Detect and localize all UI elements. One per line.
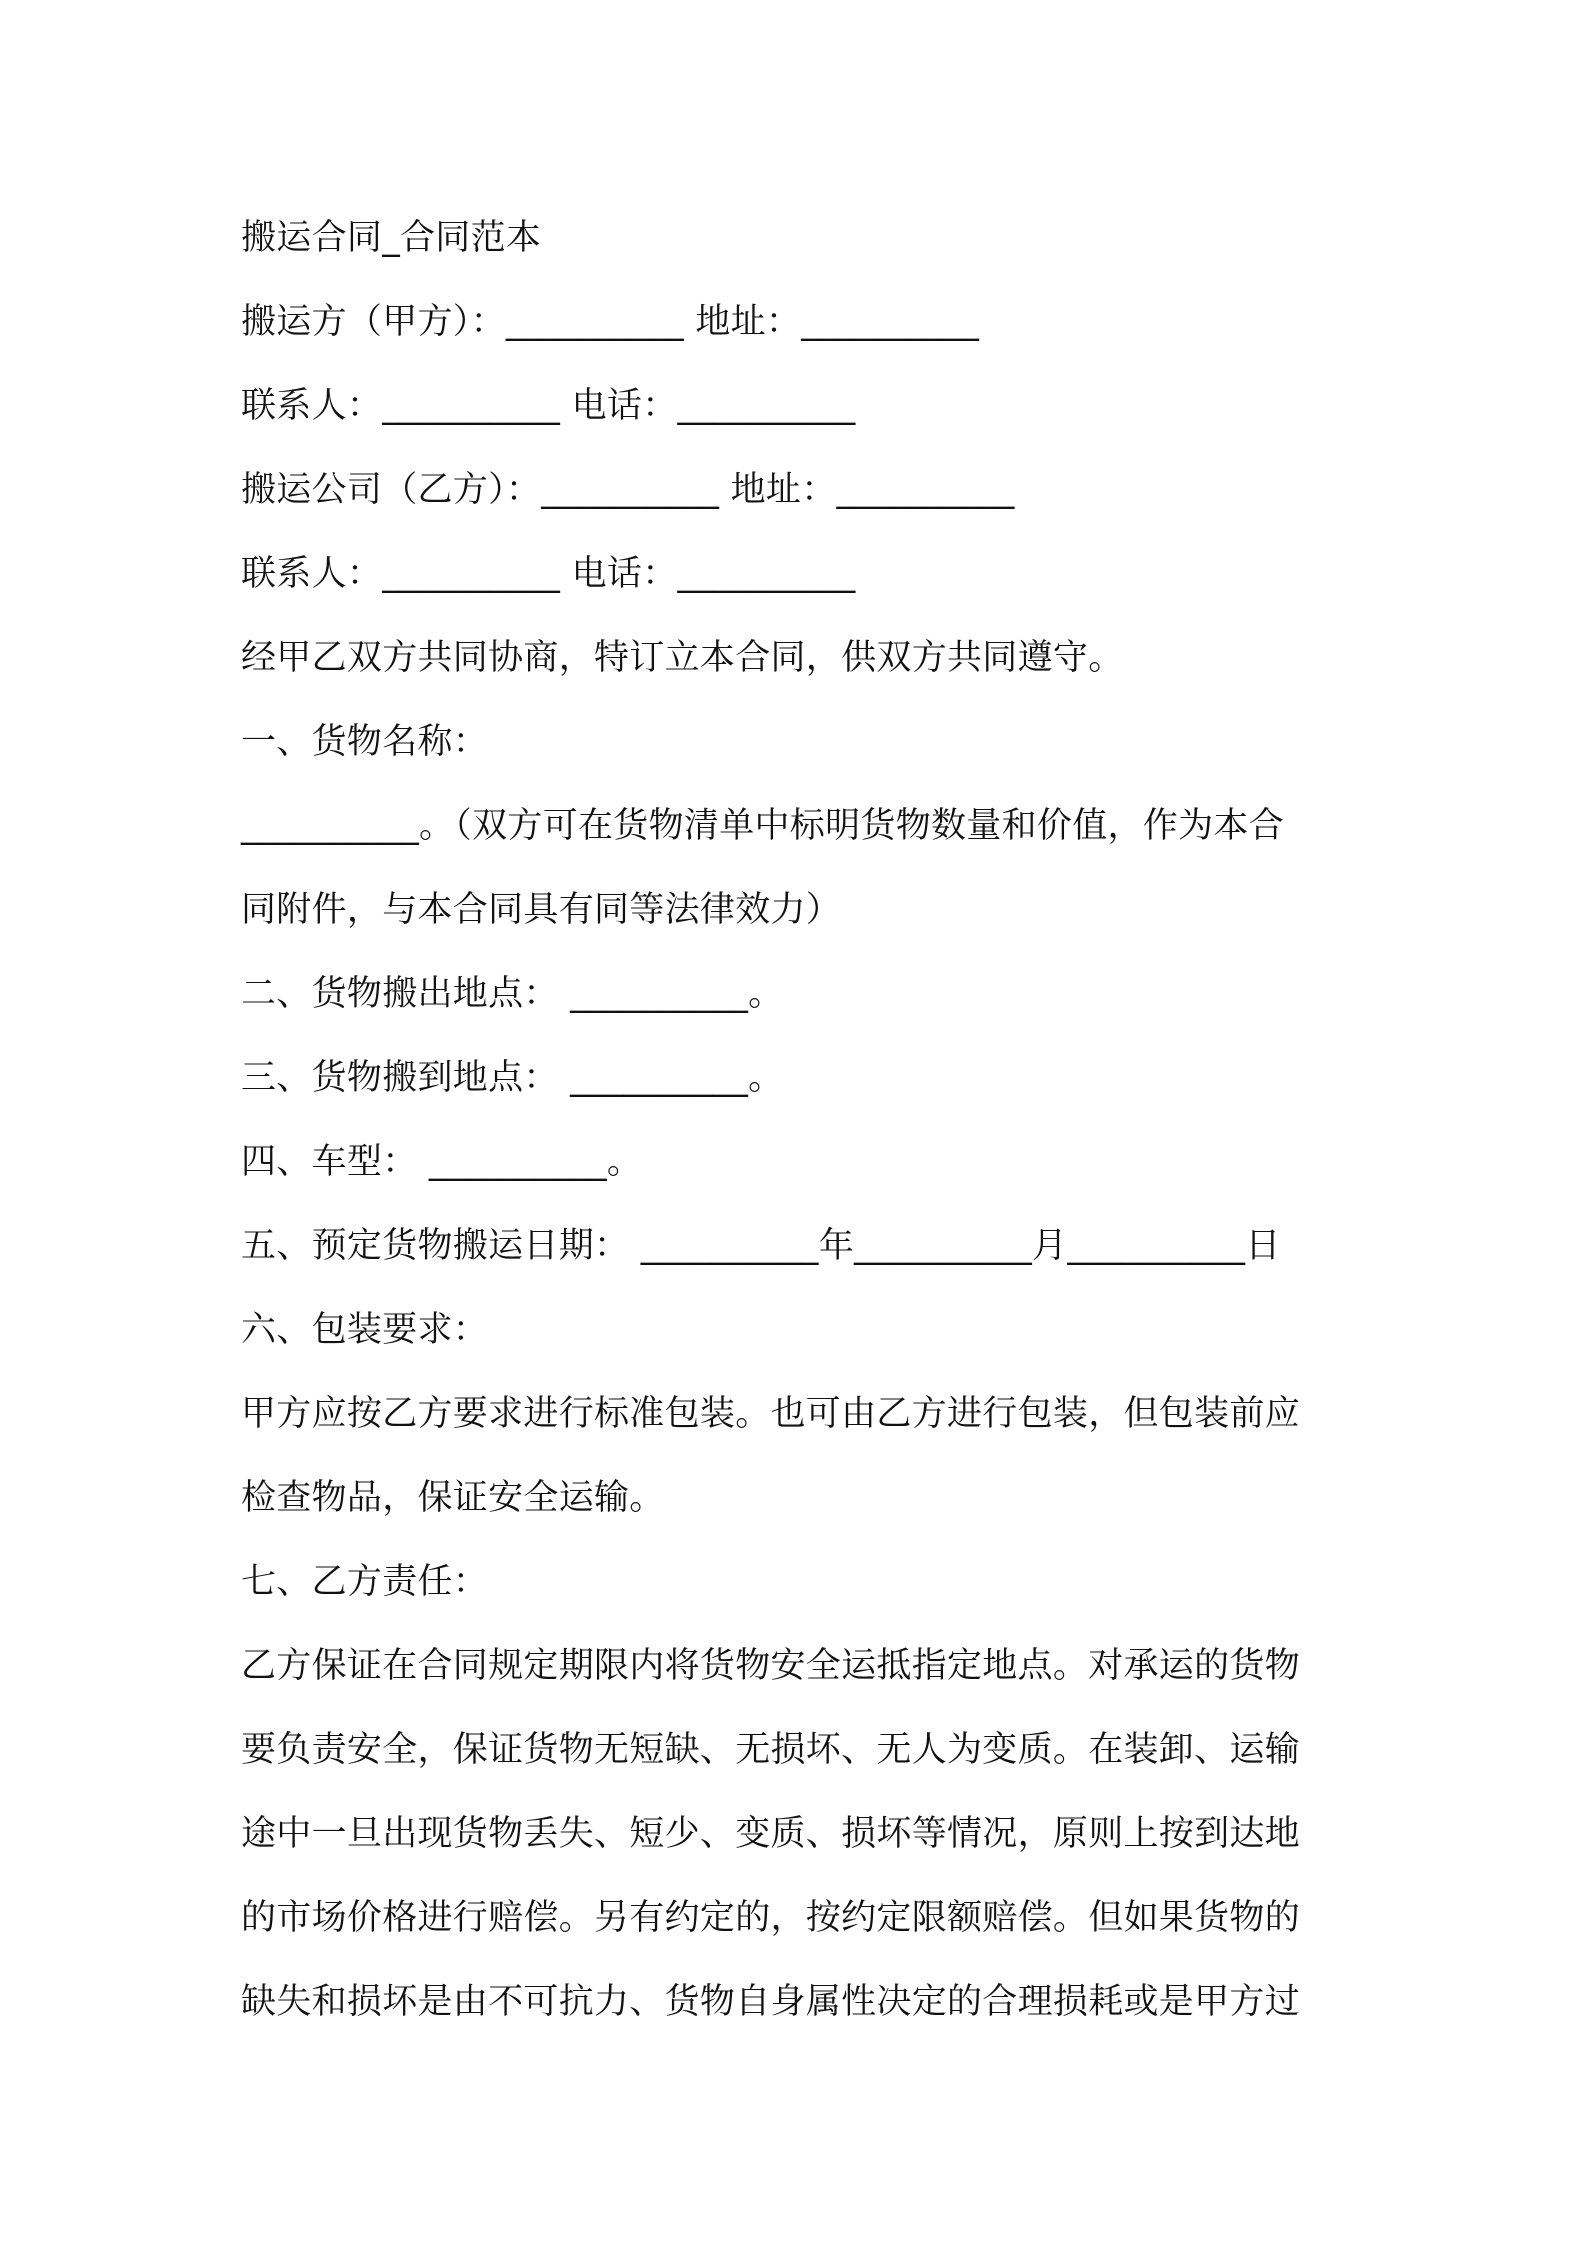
party-a-contact-line: 联系人：__________ 电话：__________ xyxy=(241,386,856,426)
section-3-line: 三、货物搬到地点： __________。 xyxy=(241,1058,784,1098)
preamble-line: 经甲乙双方共同协商，特订立本合同，供双方共同遵守。 xyxy=(241,638,1124,678)
section-7-heading: 七、乙方责任： xyxy=(241,1562,489,1602)
section-7-text-4: 的市场价格进行赔偿。另有约定的，按约定限额赔偿。但如果货物的 xyxy=(241,1898,1301,1938)
section-7-text-3: 途中一旦出现货物丢失、短少、变质、损坏等情况，原则上按到达地 xyxy=(241,1814,1301,1854)
section-1-heading: 一、货物名称： xyxy=(241,722,489,762)
section-1-text-1: __________。（双方可在货物清单中标明货物数量和价值，作为本合 xyxy=(241,806,1285,846)
section-7-text-1: 乙方保证在合同规定期限内将货物安全运抵指定地点。对承运的货物 xyxy=(241,1646,1301,1686)
document-title: 搬运合同_合同范本 xyxy=(241,218,542,258)
party-b-line: 搬运公司（乙方）：__________ 地址：__________ xyxy=(241,470,1015,510)
section-7-text-2: 要负责安全，保证货物无短缺、无损坏、无人为变质。在装卸、运输 xyxy=(241,1730,1301,1770)
section-2-line: 二、货物搬出地点： __________。 xyxy=(241,974,784,1014)
section-5-line: 五、预定货物搬运日期： __________年__________月__________日 xyxy=(241,1226,1281,1266)
section-6-text-1: 甲方应按乙方要求进行标准包装。也可由乙方进行包装，但包装前应 xyxy=(241,1394,1301,1434)
section-6-text-2: 检查物品，保证安全运输。 xyxy=(241,1478,665,1518)
section-6-heading: 六、包装要求： xyxy=(241,1310,489,1350)
party-a-line: 搬运方（甲方）：__________ 地址：__________ xyxy=(241,302,980,342)
party-b-contact-line: 联系人：__________ 电话：__________ xyxy=(241,554,856,594)
section-1-text-2: 同附件，与本合同具有同等法律效力） xyxy=(241,890,842,930)
section-4-line: 四、车型： __________。 xyxy=(241,1142,643,1182)
section-7-text-5: 缺失和损坏是由不可抗力、货物自身属性决定的合理损耗或是甲方过 xyxy=(241,1982,1301,2022)
document-body xyxy=(241,196,1361,2044)
